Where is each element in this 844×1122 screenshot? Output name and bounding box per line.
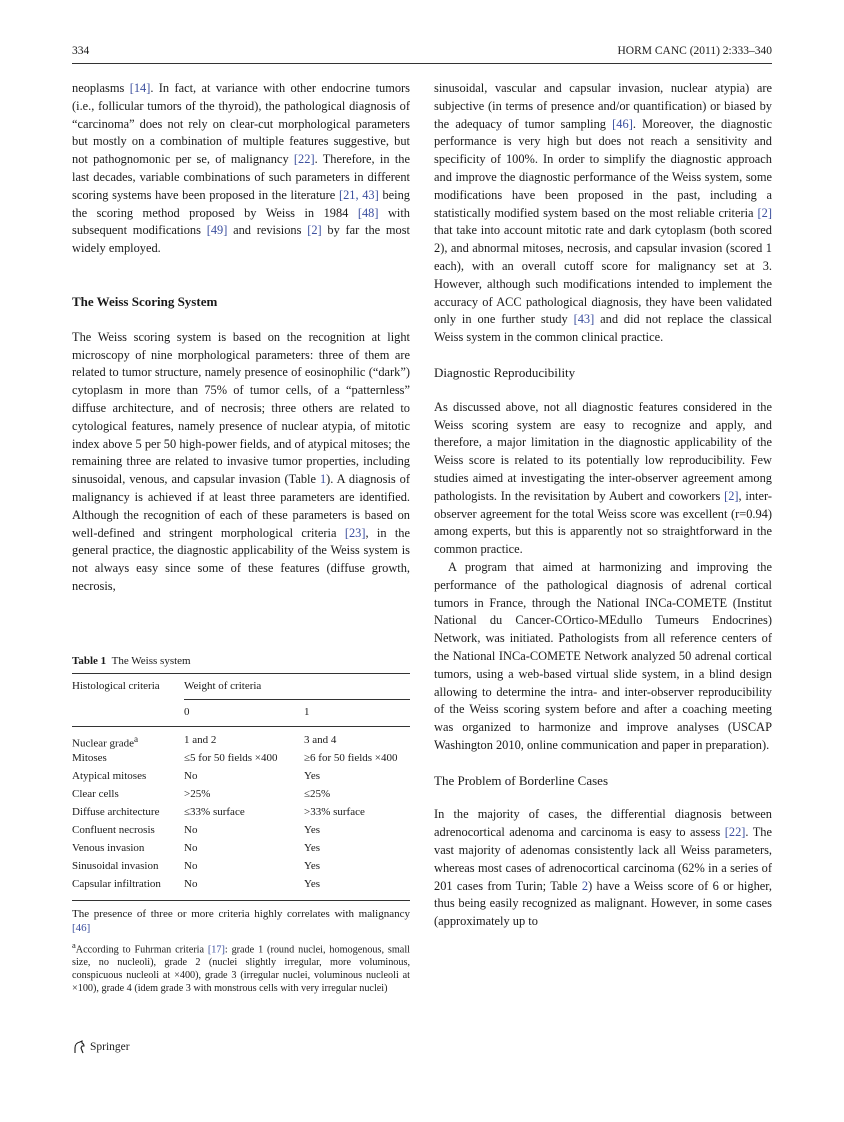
text-segment: with subsequent modifications	[72, 205, 410, 238]
text-segment: According to Fuhrman criteria	[75, 944, 208, 956]
text-segment: and revisions	[227, 223, 308, 238]
weight-0-cell: No	[184, 842, 198, 854]
text-segment: . In fact, at variance with other endocrine tumors (i.e., follicular tumors of the thyroid), the pathological diagnosis of “carcinoma” does not rely on clear-cut morphological parameters but mostly on a combination of multiple features suggestive, but not pathognomonic per se, of malignancy	[72, 81, 410, 167]
table-note	[72, 907, 410, 935]
right-paragraph-4	[434, 806, 772, 931]
left-column	[72, 80, 410, 596]
text-segment: As discussed above, not all diagnostic features considered in the Weiss scoring system are easy to recognize and apply, and therefore, a major limitation in the diagnostic applicability of the Weiss score is related to its potentially low reproducibility. Few studies aimed at investigating the inter-observer agreement among pathologists. In the revisitation by Aubert and coworkers	[434, 399, 772, 503]
weight-1-cell: Yes	[304, 878, 410, 901]
criterion-cell: Mitoses	[72, 752, 107, 764]
right-paragraph-3	[434, 559, 772, 755]
citation-link[interactable]: [14]	[129, 81, 151, 95]
criterion-cell: Venous invasion	[72, 842, 145, 854]
criterion-cell: Capsular infiltration	[72, 878, 184, 901]
table-row	[72, 878, 410, 901]
text-segment: sinusoidal, vascular and capsular invasion, nuclear atypia) are subjective (in terms of presence and/or quantification) or biased by the adequacy of tumor sampling	[434, 81, 772, 131]
publisher-footer	[72, 1040, 130, 1054]
page-number: 334	[72, 45, 90, 57]
subsection-diagnostic-reproducibility: Diagnostic Reproducibility	[434, 364, 576, 380]
citation-link[interactable]: [22]	[293, 152, 315, 167]
citation-link[interactable]: 1	[319, 472, 327, 487]
table-label: Table 1	[72, 655, 107, 667]
citation-link[interactable]: 2	[581, 878, 589, 893]
citation-link[interactable]: [17]	[207, 944, 225, 956]
publisher-name: Springer	[90, 1041, 130, 1053]
citation-link[interactable]: [46]	[612, 116, 633, 131]
text-segment: ) have a Weiss score of 6 or higher, thus being easily recognized as malignant. However, in some cases (approximately up to	[434, 878, 772, 929]
text-segment: The Weiss scoring system is based on the recognition at light microscopy of nine morphological parameters: three of them are related to tumor structure, namely presence of eosinophilic (“dark”) cytoplasm in more than 75% of tumor cells, of a “patternless” diffuse architecture, and of necrosis; three others are related to cytological features, namely presence of nuclear atypia, of mitotic index above 5 per 50 high-power fields, and of atypical mitoses; the remaining three are related to invasive tumor properties, including sinusoidal, venous, and capsular invasion (Table	[72, 329, 410, 487]
col-weight-0: 0	[184, 700, 304, 727]
text-segment: . The vast majority of adenomas consistently lack all Weiss parameters, whereas most cases of adrenocortical carcinoma (62% in a series of 201 cases from Turin; Table	[434, 825, 772, 893]
citation-link[interactable]: [23]	[344, 525, 366, 540]
table-caption	[72, 655, 410, 667]
table-row	[72, 806, 410, 824]
table-row	[72, 727, 410, 753]
weight-1-cell: >33% surface	[304, 806, 365, 818]
criterion-cell: Nuclear grade$^a$	[72, 727, 184, 753]
text-segment: being the scoring method proposed by Weiss in 1984	[72, 187, 410, 220]
weight-0-cell: >25%	[184, 788, 211, 800]
weight-1-cell: 3 and 4	[304, 727, 410, 753]
weight-1-cell: ≥6 for 50 fields ×400	[304, 752, 398, 764]
footnote-text	[72, 944, 410, 994]
weiss-table	[72, 655, 410, 995]
weight-0-cell: ≤5 for 50 fields ×400	[184, 752, 278, 764]
table-row	[72, 788, 410, 806]
table-row	[72, 752, 410, 770]
table-title: The Weiss system	[111, 655, 191, 667]
text-segment: that take into account mitotic rate and dark cytoplasm (both scored 2), and abnormal mitoses, necrosis, and capsular invasion (scored 1 each), with an overall cutoff score for malignancy set at 3. However, although such modifications intended to implement the accuracy of ACC pathological diagnosis, they have been validated only in one further study	[434, 223, 772, 327]
header-rule	[72, 63, 772, 64]
text-segment: The presence of three or more criteria highly correlates with malignancy	[72, 908, 410, 920]
text-segment: A program that aimed at harmonizing and improving the performance of the pathological diagnosis of adrenal cortical tumors in France, through the National INCa-COMETE (Institut National du Cancer-COrtico-MEdullo Tumeurs Endocrines) Network, was initiated. Pathologists from all reference centers of the National INCa-COMETE Network analyzed 50 adrenal cortical tumors, using a web-based virtual slide system, in a blind design allowing to determine the intra- and inter-observer reproducibility of the Weiss scoring system before and after a coaching meeting was organized to harmonize and improve analyses (USCAP Washington 2010, online communication and paper in preparation).	[434, 559, 772, 752]
text-segment: and did not replace the classical Weiss system in the common clinical practice.	[434, 312, 773, 345]
criterion-cell: Diffuse architecture	[72, 806, 160, 818]
weiss-criteria-table	[72, 673, 410, 901]
criterion-cell: Clear cells	[72, 788, 119, 800]
subsection-borderline-cases: The Problem of Borderline Cases	[434, 772, 609, 788]
text-segment: , inter-observer agreement for the total Weiss score was excellent (r=0.94) among experts, but this is apparently not so straightforward in the common practice.	[434, 488, 772, 557]
table-subheader-row	[72, 700, 410, 727]
citation-link[interactable]: [46]	[72, 922, 91, 934]
weight-1-cell: Yes	[304, 860, 321, 872]
citation-link[interactable]: [2]	[757, 205, 772, 220]
col-weight-of-criteria: Weight of criteria	[184, 674, 410, 700]
springer-horse-icon	[72, 1040, 86, 1054]
table-header-row	[72, 674, 410, 700]
weight-1-cell: Yes	[304, 824, 321, 836]
citation-link[interactable]: [49]	[206, 223, 228, 238]
weight-0-cell: 1 and 2	[184, 727, 304, 753]
citation-link[interactable]: [2]	[724, 488, 739, 503]
citation-link[interactable]: [43]	[573, 312, 595, 327]
footnote-mark: a	[72, 940, 76, 950]
weight-0-cell: No	[184, 860, 198, 872]
citation-link[interactable]: [48]	[357, 205, 379, 220]
text-segment: In the majority of cases, the differential diagnosis between adrenocortical adenoma and carcinoma is easy to assess	[434, 807, 772, 840]
text-segment: , in the general practice, the diagnostic applicability of the Weiss system is not always easy since some of these features (diffuse growth, necrosis,	[72, 525, 410, 593]
citation-link[interactable]: [21, 43]	[338, 187, 379, 202]
weight-0-cell: No	[184, 878, 304, 901]
left-paragraph-2	[72, 329, 410, 596]
weight-1-cell: Yes	[304, 842, 321, 854]
citation-link[interactable]: [2]	[307, 223, 322, 238]
text-segment: neoplasms	[72, 81, 130, 95]
table-row	[72, 842, 410, 860]
table-body	[72, 727, 410, 901]
table-footnote	[72, 939, 410, 995]
col-histological-criteria: Histological criteria	[72, 674, 184, 700]
footnote-ref: a	[134, 734, 139, 744]
table-row	[72, 824, 410, 842]
text-segment: . Moreover, the diagnostic performance is very high but does not reach a sensitivity and specificity of 100%. In order to simplify the diagnostic approach and improve the diagnostic performance of the Weiss system, some modifications have been proposed in the past, including a statistically modified system based on the most reliable criteria	[434, 116, 772, 220]
text-segment: . Therefore, in the last decades, variable combinations of such parameters in different scoring systems have been proposed in the literature	[72, 152, 410, 202]
text-segment: : grade 1 (round nuclei, homogenous, small size, no nucleoli), grade 2 (nuclei slightly irregular, more voluminous, conspicuous nucleoli at ×400), grade 3 (irregular nuclei, voluminous nucleoli at ×100), grade 4 (idem grade 3 with monstrous cells with very irregular nuclei)	[72, 944, 410, 995]
section-title: The Weiss Scoring System	[72, 293, 218, 309]
criterion-cell: Confluent necrosis	[72, 824, 155, 836]
col-weight-1: 1	[304, 700, 410, 727]
citation-link[interactable]: [22]	[724, 825, 746, 840]
journal-running-head: HORM CANC (2011) 2:333–340	[617, 45, 772, 57]
table-row	[72, 770, 410, 788]
text-segment: by far the most widely employed.	[72, 223, 410, 256]
weight-0-cell: ≤33% surface	[184, 806, 245, 818]
right-paragraph-1	[434, 80, 772, 347]
left-paragraph-1	[72, 80, 410, 258]
weight-1-cell: Yes	[304, 770, 321, 782]
right-paragraph-2	[434, 399, 772, 559]
criterion-cell: Atypical mitoses	[72, 770, 147, 782]
table-row	[72, 860, 410, 878]
weight-0-cell: No	[184, 770, 198, 782]
weight-1-cell: ≤25%	[304, 788, 331, 800]
right-column	[434, 80, 772, 931]
criterion-cell: Sinusoidal invasion	[72, 860, 159, 872]
text-segment: ). A diagnosis of malignancy is achieved if at least three parameters are identified. Although the recognition of each of these parameters is based on well-defined and stringent morphological criteria	[72, 472, 410, 540]
weight-0-cell: No	[184, 824, 198, 836]
